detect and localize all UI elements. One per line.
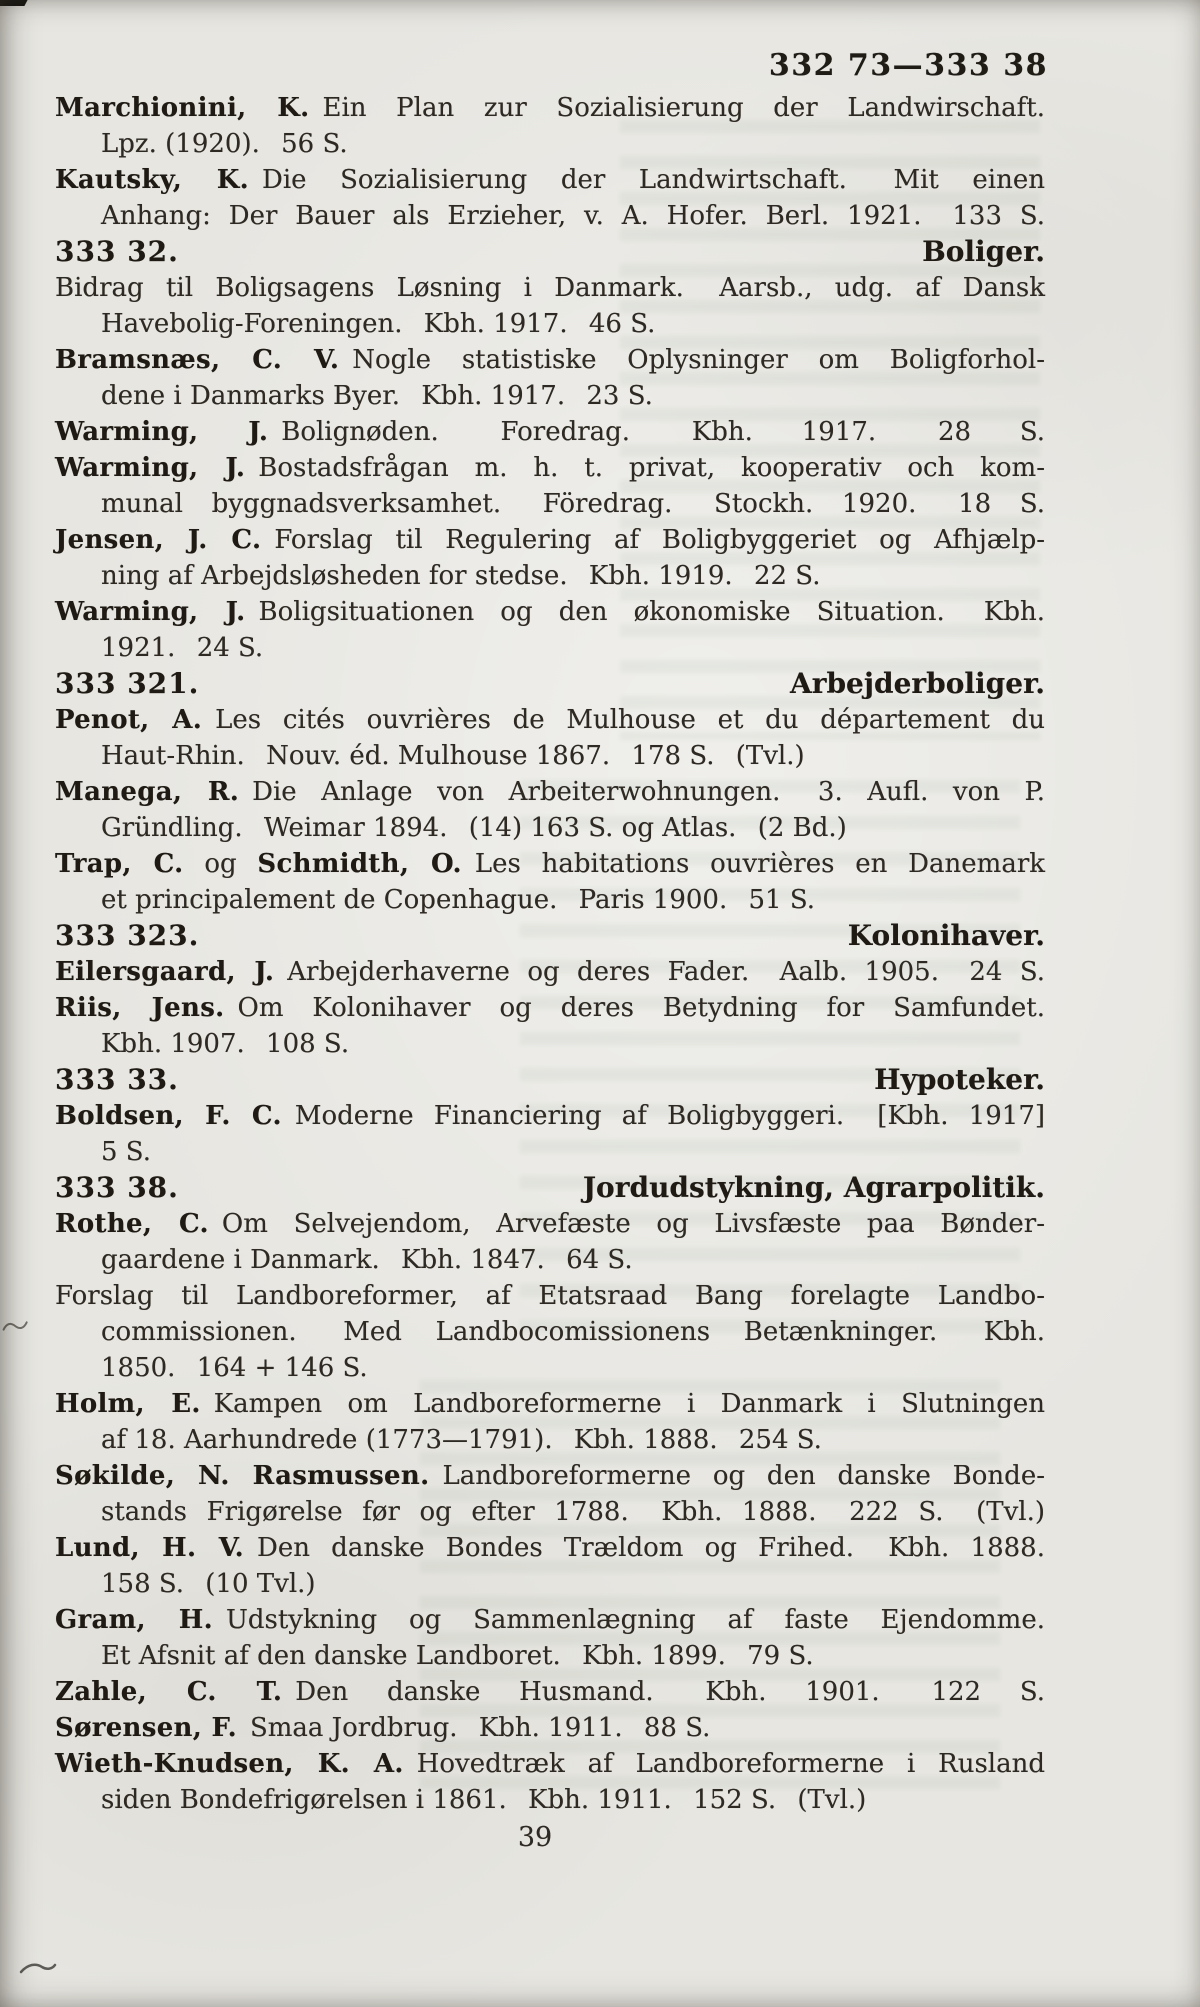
entry-line: Penot, A. Les cités ouvrières de Mulhouse et du département du (55, 705, 1045, 735)
bibliography-entry (55, 450, 1045, 522)
section-label: Boliger. (922, 235, 1045, 268)
bibliography-entry (55, 774, 1045, 846)
entry-line: Riis, Jens. Om Kolonihaver og deres Betydning for Samfundet. (55, 993, 1045, 1023)
page-number: 39 (517, 1822, 553, 1853)
entry-line: Holm, E. Kampen om Landboreformerne i Danmark i Slutningen (55, 1389, 1045, 1419)
entry-line: Gram, H. Udstykning og Sammenlægning af faste Ejendomme. (55, 1605, 1045, 1635)
entry-line: Boldsen, F. C. Moderne Financiering af Boligbyggeri. [Kbh. 1917] (55, 1101, 1046, 1131)
entry-line: Trap, C. og Schmidth, O. Les habitations ouvrières en Danemark (55, 849, 1045, 879)
entry-line: Kautsky, K. Die Sozialisierung der Landwirtschaft. Mit einen (55, 165, 1045, 195)
entry-line: 1921. 24 S. (101, 633, 264, 663)
entry-line: Bramsnæs, C. V. Nogle statistiske Oplysninger om Boligforhol- (55, 345, 1045, 375)
author-name: Jensen, J. C. (55, 525, 262, 555)
pen-squiggle-icon (18, 1958, 58, 1978)
bibliography-entry (55, 414, 1045, 450)
section-heading (55, 1062, 1045, 1098)
author-name: Manega, R. (55, 777, 240, 807)
section-heading (55, 666, 1045, 702)
margin-pencil-mark (1, 1316, 29, 1333)
section-number: 333 323. (55, 919, 200, 952)
text-block (55, 90, 1045, 1818)
entry-line: commissionen. Med Landbocomissionens Betænkninger. Kbh. (101, 1317, 1045, 1347)
entry-line: Havebolig-Foreningen. Kbh. 1917. 46 S. (101, 309, 656, 339)
author-name: Sørensen, F. (55, 1713, 237, 1743)
author-name: Zahle, C. T. (55, 1677, 283, 1707)
bibliography-entry (55, 1530, 1045, 1602)
entry-line: Gründling. Weimar 1894. (14) 163 S. og Atlas. (2 Bd.) (101, 813, 847, 843)
section-number: 333 38. (55, 1171, 179, 1204)
entry-line: dene i Danmarks Byer. Kbh. 1917. 23 S. (101, 381, 653, 411)
entry-line: Wieth-Knudsen, K. A. Hovedtræk af Landboreformerne i Rusland (55, 1749, 1045, 1779)
entry-line: Kbh. 1907. 108 S. (101, 1029, 350, 1059)
tilde-mark-icon (1, 1317, 29, 1334)
section-label: Hypoteker. (874, 1063, 1045, 1096)
entry-line: 1850. 164 + 146 S. (101, 1353, 368, 1383)
section-number: 333 321. (55, 667, 200, 700)
bibliography-entry (55, 846, 1045, 918)
bibliography-entry (55, 594, 1045, 666)
bibliography-entry (55, 702, 1045, 774)
author-name: Boldsen, F. C. (55, 1101, 282, 1131)
bibliography-entry (55, 1710, 1045, 1746)
bibliography-entry (55, 1602, 1045, 1674)
entry-line: Zahle, C. T. Den danske Husmand. Kbh. 1901. 122 S. (55, 1677, 1045, 1707)
entry-line: Haut-Rhin. Nouv. éd. Mulhouse 1867. 178 S. (Tvl.) (101, 741, 805, 771)
author-name: Lund, H. V. (55, 1533, 244, 1563)
section-label: Jordudstykning, Agrarpolitik. (582, 1171, 1045, 1204)
entry-line: Anhang: Der Bauer als Erzieher, v. A. Hofer. Berl. 1921. 133 S. (101, 201, 1045, 231)
entry-line: siden Bondefrigørelsen i 1861. Kbh. 1911. 152 S. (Tvl.) (101, 1785, 867, 1815)
entry-line: ning af Arbejdsløsheden for stedse. Kbh. 1919. 22 S. (101, 561, 821, 591)
author-name: Marchionini, K. (55, 93, 310, 123)
section-heading (55, 1170, 1045, 1206)
author-name: Bramsnæs, C. V. (55, 345, 340, 375)
entry-line: 158 S. (10 Tvl.) (101, 1569, 316, 1599)
entry-line: Warming, J. Boligsituationen og den økonomiske Situation. Kbh. (55, 597, 1045, 627)
entry-line: stands Frigørelse før og efter 1788. Kbh. 1888. 222 S. (Tvl.) (101, 1497, 1045, 1527)
section-label: Kolonihaver. (847, 919, 1045, 952)
section-label: Arbejderboliger. (790, 667, 1045, 700)
section-heading (55, 234, 1045, 270)
entry-line: Manega, R. Die Anlage von Arbeiterwohnungen. 3. Aufl. von P. (55, 777, 1045, 807)
entry-line: Rothe, C. Om Selvejendom, Arvefæste og Livsfæste paa Bønder- (55, 1209, 1046, 1239)
bibliography-entry (55, 1458, 1045, 1530)
entry-line: et principalement de Copenhague. Paris 1900. 51 S. (101, 885, 815, 915)
bibliography-entry (55, 522, 1045, 594)
entry-line: Marchionini, K. Ein Plan zur Sozialisierung der Landwirschaft. (55, 93, 1046, 123)
entry-line: gaardene i Danmark. Kbh. 1847. 64 S. (101, 1245, 633, 1275)
section-number: 333 32. (55, 235, 179, 268)
bibliography-entry (55, 990, 1045, 1062)
author-name: Gram, H. (55, 1605, 213, 1635)
section-number: 333 33. (55, 1063, 179, 1096)
author-name: Schmidth, O. (257, 849, 462, 879)
bibliography-entry (55, 1206, 1045, 1278)
bibliography-entry (55, 954, 1045, 990)
entry-line: Warming, J. Bolignøden. Foredrag. Kbh. 1917. 28 S. (55, 417, 1045, 447)
bibliography-entry (55, 90, 1045, 162)
author-name: Trap, C. (55, 849, 184, 879)
author-name: Warming, J. (55, 453, 246, 483)
author-name: Kautsky, K. (55, 165, 249, 195)
scan-edge-corner-mark (0, 0, 28, 6)
author-name: Penot, A. (55, 705, 203, 735)
entry-line: Warming, J. Bostadsfrågan m. h. t. privat, kooperativ och kom- (55, 453, 1045, 483)
entry-line: Eilersgaard, J. Arbejderhaverne og deres Fader. Aalb. 1905. 24 S. (55, 957, 1045, 987)
entry-line: Forslag til Landboreformer, af Etatsraad Bang forelagte Landbo- (55, 1281, 1045, 1311)
bibliography-entry (55, 1386, 1045, 1458)
entry-line: Sørensen, F. Smaa Jordbrug. Kbh. 1911. 88 S. (55, 1713, 711, 1743)
author-name: Rothe, C. (55, 1209, 209, 1239)
author-name: Warming, J. (55, 417, 269, 447)
entry-line: 5 S. (101, 1137, 151, 1167)
entry-line: munal byggnadsverksamhet. Föredrag. Stockh. 1920. 18 S. (101, 489, 1045, 519)
author-name: Wieth-Knudsen, K. A. (55, 1749, 404, 1779)
bibliography-entry (55, 1098, 1045, 1170)
section-heading (55, 918, 1045, 954)
entry-line: af 18. Aarhundrede (1773—1791). Kbh. 1888. 254 S. (101, 1425, 822, 1455)
pen-squiggle-mark (18, 1958, 58, 1982)
bibliography-entry (55, 1746, 1045, 1818)
author-name: Eilersgaard, J. (55, 957, 275, 987)
entry-line: Lund, H. V. Den danske Bondes Trældom og Frihed. Kbh. 1888. (55, 1533, 1045, 1563)
running-head-classification-range: 332 73—333 38 (768, 48, 1048, 83)
entry-line: Jensen, J. C. Forslag til Regulering af Boligbyggeriet og Afhjælp- (55, 525, 1046, 555)
entry-line: Et Afsnit af den danske Landboret. Kbh. 1899. 79 S. (101, 1641, 814, 1671)
bibliography-entry (55, 1674, 1045, 1710)
entry-line: Søkilde, N. Rasmussen. Landboreformerne og den danske Bonde- (55, 1461, 1045, 1491)
author-name: Warming, J. (55, 597, 246, 627)
bibliography-entry (55, 162, 1045, 234)
bibliography-entry (55, 270, 1045, 342)
bibliography-entry (55, 342, 1045, 414)
entry-line: Bidrag til Boligsagens Løsning i Danmark. Aarsb., udg. af Dansk (55, 273, 1045, 303)
entry-line: Lpz. (1920). 56 S. (101, 129, 348, 159)
author-name: Søkilde, N. Rasmussen. (55, 1461, 430, 1491)
bibliography-entry (55, 1278, 1045, 1386)
author-name: Holm, E. (55, 1389, 201, 1419)
author-name: Riis, Jens. (55, 993, 225, 1023)
